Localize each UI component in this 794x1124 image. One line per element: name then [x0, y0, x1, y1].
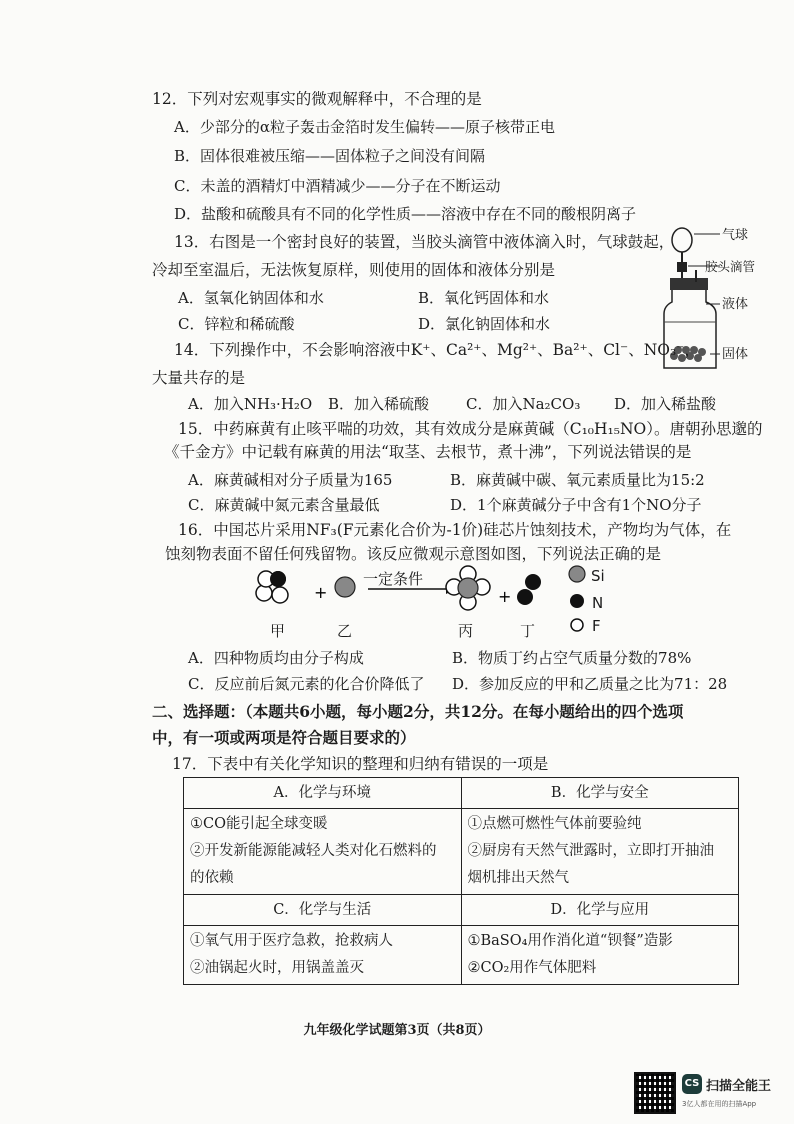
q16-option-c: C．反应前后氮元素的化合价降低了	[188, 675, 425, 693]
cell-b-item1: ①点燃可燃性气体前要验纯	[467, 816, 642, 832]
label-solid: 固体	[722, 347, 749, 362]
q15-option-b: B．麻黄碱中碳、氧元素质量比为15:2	[450, 471, 705, 489]
cell-a-head: A．化学与环境	[184, 778, 462, 809]
q12-option-b: B．固体很难被压缩——固体粒子之间没有间隔	[174, 147, 486, 165]
q13-stem-line2: 冷却至室温后，无法恢复原样，则使用的固体和液体分别是	[152, 261, 556, 279]
cell-c-head: C．化学与生活	[184, 895, 462, 926]
q15-stem-line1: 15．中药麻黄有止咳平喘的功效，其有效成分是麻黄碱（C₁₀H₁₅NO）。唐朝孙思邈的	[178, 420, 763, 438]
legend-si-label: Si	[591, 567, 605, 585]
q14-stem-line1: 14．下列操作中，不会影响溶液中K⁺、Ca²⁺、Mg²⁺、Ba²⁺、Cl⁻、NO₃⁻，	[174, 341, 700, 359]
q16-option-d: D．参加反应的甲和乙质量之比为71：28	[452, 675, 728, 693]
stopper-shape	[670, 278, 708, 290]
plus-sign-1: +	[314, 583, 328, 602]
label-jia: 甲	[270, 622, 286, 640]
q15-stem-line2: 《千金方》中记载有麻黄的用法“取茎、去根节，煮十沸”，下列说法错误的是	[164, 443, 692, 461]
label-ding: 丁	[520, 622, 536, 640]
molecule-ding	[517, 574, 541, 605]
legend-f-label: F	[592, 617, 601, 635]
q15-option-d: D．1个麻黄碱分子中含有1个NO分子	[450, 496, 702, 514]
label-bing: 丙	[458, 622, 474, 640]
q17-stem: 17．下表中有关化学知识的整理和归纳有错误的一项是	[172, 755, 549, 773]
q13-option-a: A．氢氧化钠固体和水	[178, 289, 324, 307]
molecule-bing	[446, 566, 490, 610]
legend-n-label: N	[592, 594, 604, 612]
q12-option-d: D．盐酸和硫酸具有不同的化学性质——溶液中存在不同的酸根阴离子	[174, 205, 637, 223]
q14-option-a: A．加入NH₃·H₂O	[188, 395, 313, 413]
q14-option-d: D．加入稀盐酸	[614, 395, 717, 413]
cell-a-item1: ①CO能引起全球变暖	[190, 816, 328, 832]
qr-code-icon	[634, 1072, 676, 1114]
plus-sign-2: +	[498, 587, 512, 606]
cell-d-item2: ②CO₂用作气体肥料	[467, 960, 597, 976]
cell-c-item2: ②油锅起火时，用锅盖盖灭	[190, 960, 364, 976]
cell-c-body	[184, 926, 462, 985]
cell-b-item2b: 烟机排出天然气	[467, 870, 569, 886]
page-footer: 九年级化学试题第3页（共8页）	[303, 1023, 491, 1038]
legend-si-icon	[569, 566, 585, 582]
q16-stem-line2: 蚀刻物表面不留任何残留物。该反应微观示意图如图，下列说法正确的是	[165, 545, 662, 563]
q14-option-b: B．加入稀硫酸	[328, 395, 430, 413]
q16-option-b: B．物质丁约占空气质量分数的78%	[452, 649, 692, 667]
molecule-yi	[335, 577, 355, 597]
cell-d-body	[461, 926, 739, 985]
q15-option-c: C．麻黄碱中氮元素含量最低	[188, 496, 380, 514]
q13-stem-line1: 13．右图是一个密封良好的装置，当胶头滴管中液体滴入时，气球鼓起，	[174, 233, 675, 251]
q12-stem: 12．下列对宏观事实的微观解释中，不合理的是	[152, 90, 482, 108]
cell-a-body	[184, 809, 462, 895]
cell-d-item1: ①BaSO₄用作消化道“钡餐”造影	[467, 933, 673, 949]
cell-a-item2a: ②开发新能源能减轻人类对化石燃料的	[190, 843, 437, 859]
cell-a-item2b: 的依赖	[190, 870, 234, 886]
q13-option-d: D．氯化钠固体和水	[418, 315, 551, 333]
q12-option-c: C．未盖的酒精灯中酒精减少——分子在不断运动	[174, 177, 501, 195]
q13-option-c: C．锌粒和稀硫酸	[178, 315, 295, 333]
q14-stem-line2: 大量共存的是	[152, 369, 246, 387]
label-yi: 乙	[337, 622, 353, 640]
reaction-condition: 一定条件	[363, 570, 424, 588]
q14-option-c: C．加入Na₂CO₃	[466, 395, 581, 413]
label-liquid: 液体	[722, 297, 749, 312]
cell-c-item1: ①氧气用于医疗急救，抢救病人	[190, 933, 393, 949]
section2-heading-line2: 中，有一项或两项是符合题目要求的）	[152, 728, 416, 747]
cell-b-body	[461, 809, 739, 895]
q16-stem-line1: 16．中国芯片采用NF₃(F元素化合价为-1价)硅芯片蚀刻技术，产物均为气体，在	[178, 521, 732, 539]
cell-b-head: B．化学与安全	[461, 778, 739, 809]
section2-heading-line1: 二、选择题：（本题共6小题，每小题2分，共12分。在每小题给出的四个选项	[152, 702, 684, 721]
camscanner-logo-icon: CS	[682, 1074, 702, 1094]
legend-n-icon	[570, 594, 584, 608]
label-dropper: 胶头滴管	[705, 259, 756, 274]
q17-table	[183, 777, 739, 985]
cell-d-head: D．化学与应用	[461, 895, 739, 926]
q12-option-a: A．少部分的α粒子轰击金箔时发生偏转——原子核带正电	[174, 118, 555, 136]
scanner-app-name: 扫描全能王	[706, 1079, 772, 1094]
q15-option-a: A．麻黄碱相对分子质量为165	[188, 471, 393, 489]
cell-b-item2a: ②厨房有天然气泄露时，立即打开抽油	[467, 843, 714, 859]
legend-f-icon	[571, 619, 583, 631]
q16-reaction-diagram	[250, 562, 630, 642]
q13-option-b: B．氧化钙固体和水	[418, 289, 550, 307]
balloon-shape	[672, 228, 692, 252]
scanner-tagline: 3亿人都在用的扫描App	[682, 1100, 757, 1108]
molecule-jia	[256, 571, 288, 603]
label-balloon: 气球	[722, 228, 749, 243]
q16-option-a: A．四种物质均由分子构成	[188, 649, 364, 667]
scanner-watermark	[634, 1072, 784, 1116]
